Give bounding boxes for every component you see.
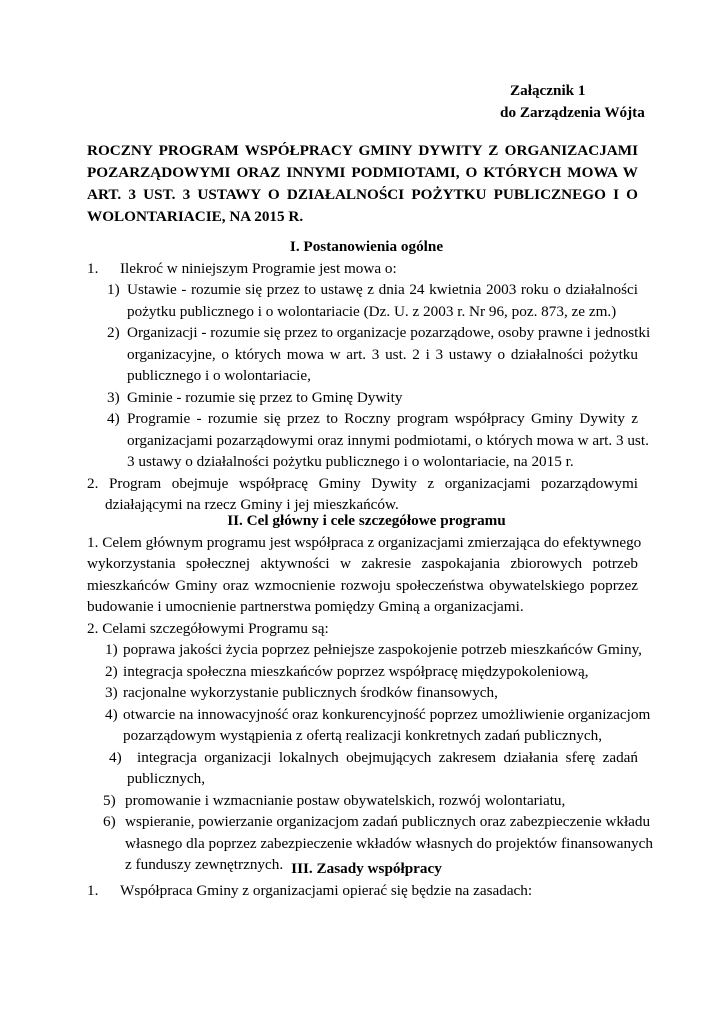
goal-item [87,790,638,812]
item-line: organizacjami pozarządowymi oraz innymi podmiotami, o których mowa w art. 3 ust. [127,431,649,449]
item-line: publicznych, [127,770,206,787]
item-number: 3) [105,684,118,701]
item-number: 1) [105,641,118,658]
goal-item [87,682,638,704]
item-line: Programie - rozumie się przez to Roczny program współpracy Gminy Dywity z [127,410,638,427]
goal-item [87,704,651,747]
item-number: 6) [103,813,116,830]
definition-item [87,279,638,322]
item-line: promowanie i wzmacnianie postaw obywatelskich, rozwój wolontariatu, [125,791,566,809]
attachment-header [500,80,645,124]
goal-item [87,639,642,661]
item-number: 5) [103,791,116,809]
section-3 [87,858,638,901]
section-3-heading: III. Zasady współpracy [291,860,442,877]
section-2-paragraph-1 [87,532,642,618]
paragraph-number: 1. [87,259,99,277]
item-line: 3 ustawy o działalności pożytku publicznego i o wolontariacie, na 2015 r. [127,453,574,470]
section-1 [87,236,651,516]
title-line: POZARZĄDOWYMI ORAZ INNYMI PODMIOTAMI, O KTÓRYCH MOWA W [87,164,638,181]
paragraph-line: działającymi na rzecz Gminy i jej mieszkańców. [105,496,399,513]
item-number: 4) [109,748,122,766]
item-line: integracja społeczna mieszkańców poprzez współpracę międzypokoleniową, [123,662,589,680]
item-line: wspieranie, powierzanie organizacjom zadań publicznych oraz zabezpieczenie wkładu [125,813,651,830]
item-line: organizacyjne, o których mowa w art. 3 ust. 2 i 3 ustawy o działalności pożytku [127,345,638,363]
item-line: pożytku publicznego i o wolontariacie (Dz. U. z 2003 r. Nr 96, poz. 873, ze zm.) [127,302,617,320]
item-number: 2) [105,662,118,680]
paragraph-text: Współpraca Gminy z organizacjami opierać się będzie na zasadach: [120,881,533,899]
item-line: pozarządowym wystąpienia z ofertą realizacji konkretnych zadań publicznych, [123,727,603,744]
paragraph-number: 1. [87,881,99,899]
paragraph-text: Ilekroć w niniejszym Programie jest mowa o: [120,259,397,277]
item-number: 1) [107,281,120,298]
section-2-paragraph-2 [87,618,638,640]
title-line: ROCZNY PROGRAM WSPÓŁPRACY GMINY DYWITY Z ORGANIZACJAMI [87,142,638,159]
definition-item [87,387,638,409]
section-3-paragraph-1 [87,880,638,902]
section-2-heading: II. Cel główny i cele szczegółowe programu [227,512,506,529]
item-number: 3) [107,388,120,406]
paragraph-line: 2. Program obejmuje współpracę Gminy Dywity z organizacjami pozarządowymi [87,474,638,492]
paragraph-line: budowanie i umocnienie partnerstwa pomiędzy Gminą a organizacjami. [87,598,524,615]
item-line: publicznego i o wolontariacie, [127,367,311,384]
item-line: integracja organizacji lokalnych obejmujących zakresem działania sferę zadań [137,748,638,766]
goal-item [87,661,638,683]
item-line: Ustawie - rozumie się przez to ustawę z dnia 24 kwietnia 2003 roku o działalności [127,281,638,298]
item-line: własnego dla poprzez zabezpieczenie wkładów własnych do projektów finansowanych [125,834,653,852]
paragraph-line: 2. Celami szczegółowymi Programu są: [87,619,329,637]
section-1-heading: I. Postanowienia ogólne [289,238,444,255]
item-number: 4) [107,410,120,427]
item-line: z funduszy zewnętrznych. [125,856,284,873]
section-1-paragraph-1 [87,258,638,280]
item-number: 4) [105,705,118,723]
title-line: WOLONTARIACIE, NA 2015 R. [87,208,304,225]
attachment-number: Załącznik 1 [510,82,586,99]
definition-item [87,322,651,387]
item-number: 2) [107,324,120,341]
paragraph-line: wykorzystania społecznej aktywności w zakresie zaspokajania zbiorowych potrzeb [87,555,638,572]
paragraph-line: 1. Celem głównym programu jest współpraca z organizacjami zmierzająca do efektywnego [87,533,642,551]
item-line: Gminie - rozumie się przez to Gminę Dywity [127,388,403,406]
goal-item [87,747,638,790]
document-title [87,140,638,228]
item-line: otwarcie na innowacyjność oraz konkurencyjność poprzez umożliwienie organizacjom [123,705,651,723]
title-line: ART. 3 UST. 3 USTAWY O DZIAŁALNOŚCI POŻYTKU PUBLICZNEGO I O [87,186,638,203]
item-line: poprawa jakości życia poprzez pełniejsze zaspokojenie potrzeb mieszkańców Gminy, [123,641,642,658]
paragraph-line: mieszkańców Gminy oraz wzmocnienie rozwoju społeczeństwa obywatelskiego poprzez [87,576,638,594]
definition-item [87,408,649,473]
item-line: Organizacji - rozumie się przez to organizacje pozarządowe, osoby prawne i jednostki [127,324,651,341]
item-line: racjonalne wykorzystanie publicznych środków finansowych, [123,684,498,701]
attachment-reference: do Zarządzenia Wójta [500,104,645,121]
section-2 [87,510,653,876]
